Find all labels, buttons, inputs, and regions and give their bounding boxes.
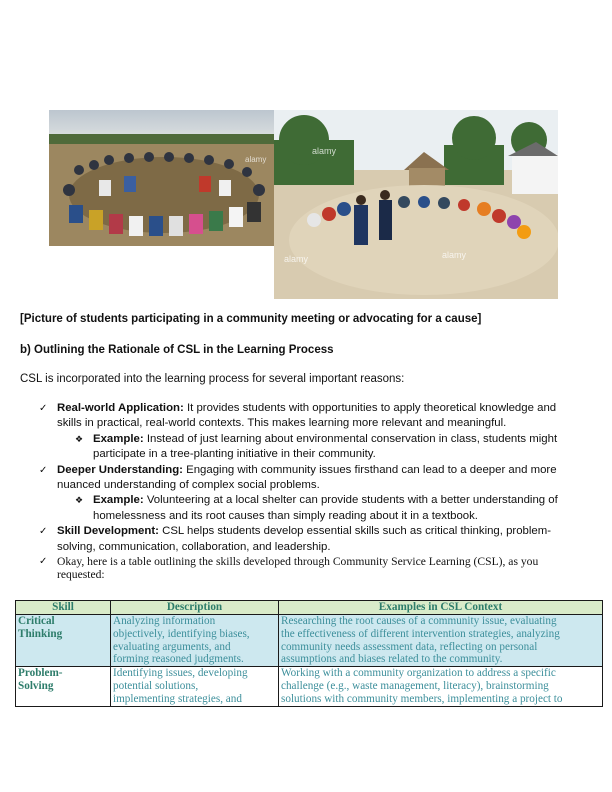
skill-cell: Critical Thinking (16, 615, 111, 667)
column-header: Description (111, 601, 279, 615)
example-label: Example: (93, 432, 144, 445)
bullet-label: Real-world Application: (57, 402, 184, 414)
list-item (35, 555, 590, 582)
bullet-text: It provides students with opportunities to apply theoretical knowledge and (186, 402, 557, 414)
column-header: Examples in CSL Context (279, 601, 603, 615)
check-mark-icon: ✓ (39, 464, 48, 476)
bullet-text: Engaging with community issues firsthand can lead to a deeper and more (186, 463, 557, 476)
bullet-text: solving, communication, collaboration, and leadership. (57, 540, 331, 553)
column-header: Skill (16, 601, 111, 615)
rationale-list (35, 401, 590, 582)
example-item (35, 493, 590, 524)
photo-caption: [Picture of students participating in a community meeting or advocating for a cause] (20, 313, 482, 325)
table-row (16, 615, 603, 667)
skills-table (15, 600, 603, 707)
examples-cell: Working with a community organization to address a specific challenge (e.g., waste management, literacy), brainstorming solutions with community members, implementing a project to (279, 667, 603, 706)
diamond-bullet-icon: ❖ (75, 495, 84, 506)
bullet-text: skills in practical, real-world contexts. This makes learning more relevant and meaningful. (57, 417, 507, 430)
list-item (35, 463, 590, 494)
section-heading: b) Outlining the Rationale of CSL in the Learning Process (20, 344, 334, 356)
description-cell: Identifying issues, developing potential solutions, implementing strategies, and (111, 667, 279, 706)
skill-cell: Problem- Solving (16, 667, 111, 706)
bullet-label: Skill Development: (57, 525, 159, 538)
svg-text:alamy: alamy (312, 146, 337, 156)
svg-text:alamy: alamy (245, 155, 267, 164)
description-cell: Analyzing information objectively, identifying biases, evaluating arguments, and forming reasoned judgments. (111, 615, 279, 667)
example-label: Example: (93, 494, 144, 507)
bullet-text: nuanced understanding of complex social problems. (57, 479, 320, 492)
diamond-bullet-icon: ❖ (75, 433, 84, 444)
bullet-label: Deeper Understanding: (57, 463, 183, 476)
check-mark-icon: ✓ (39, 526, 48, 538)
examples-cell: Researching the root causes of a community issue, evaluating the effectiveness of different intervention strategies, analyzing community needs assessment data, reflecting on personal assumptions and biases related to the community. (279, 615, 603, 667)
students-circle-photo (49, 110, 276, 246)
svg-text:alamy: alamy (442, 250, 467, 260)
table-row (16, 667, 603, 706)
community-meeting-photo (274, 110, 558, 299)
check-mark-icon: ✓ (39, 403, 48, 414)
svg-text:alamy: alamy (284, 254, 309, 264)
example-text: homelessness and its root causes than simply reading about it in a textbook. (93, 509, 478, 522)
list-item (35, 524, 590, 555)
table-header-row (16, 601, 603, 615)
check-mark-icon: ✓ (39, 556, 48, 568)
intro-paragraph: CSL is incorporated into the learning process for several important reasons: (20, 373, 405, 385)
example-text: Instead of just learning about environmental conservation in class, students might (146, 432, 558, 445)
bullet-text: Okay, here is a table outlining the skills developed through Community Service Learning (CSL), as you (57, 555, 539, 569)
bullet-text: requested: (57, 568, 105, 582)
list-item (35, 401, 590, 432)
bullet-text: CSL helps students develop essential skills such as critical thinking, problem- (162, 525, 552, 538)
example-item (35, 432, 590, 463)
example-text: participate in a tree-planting initiative in their community. (93, 448, 376, 461)
example-text: Volunteering at a local shelter can provide students with a better understanding of (146, 494, 558, 507)
